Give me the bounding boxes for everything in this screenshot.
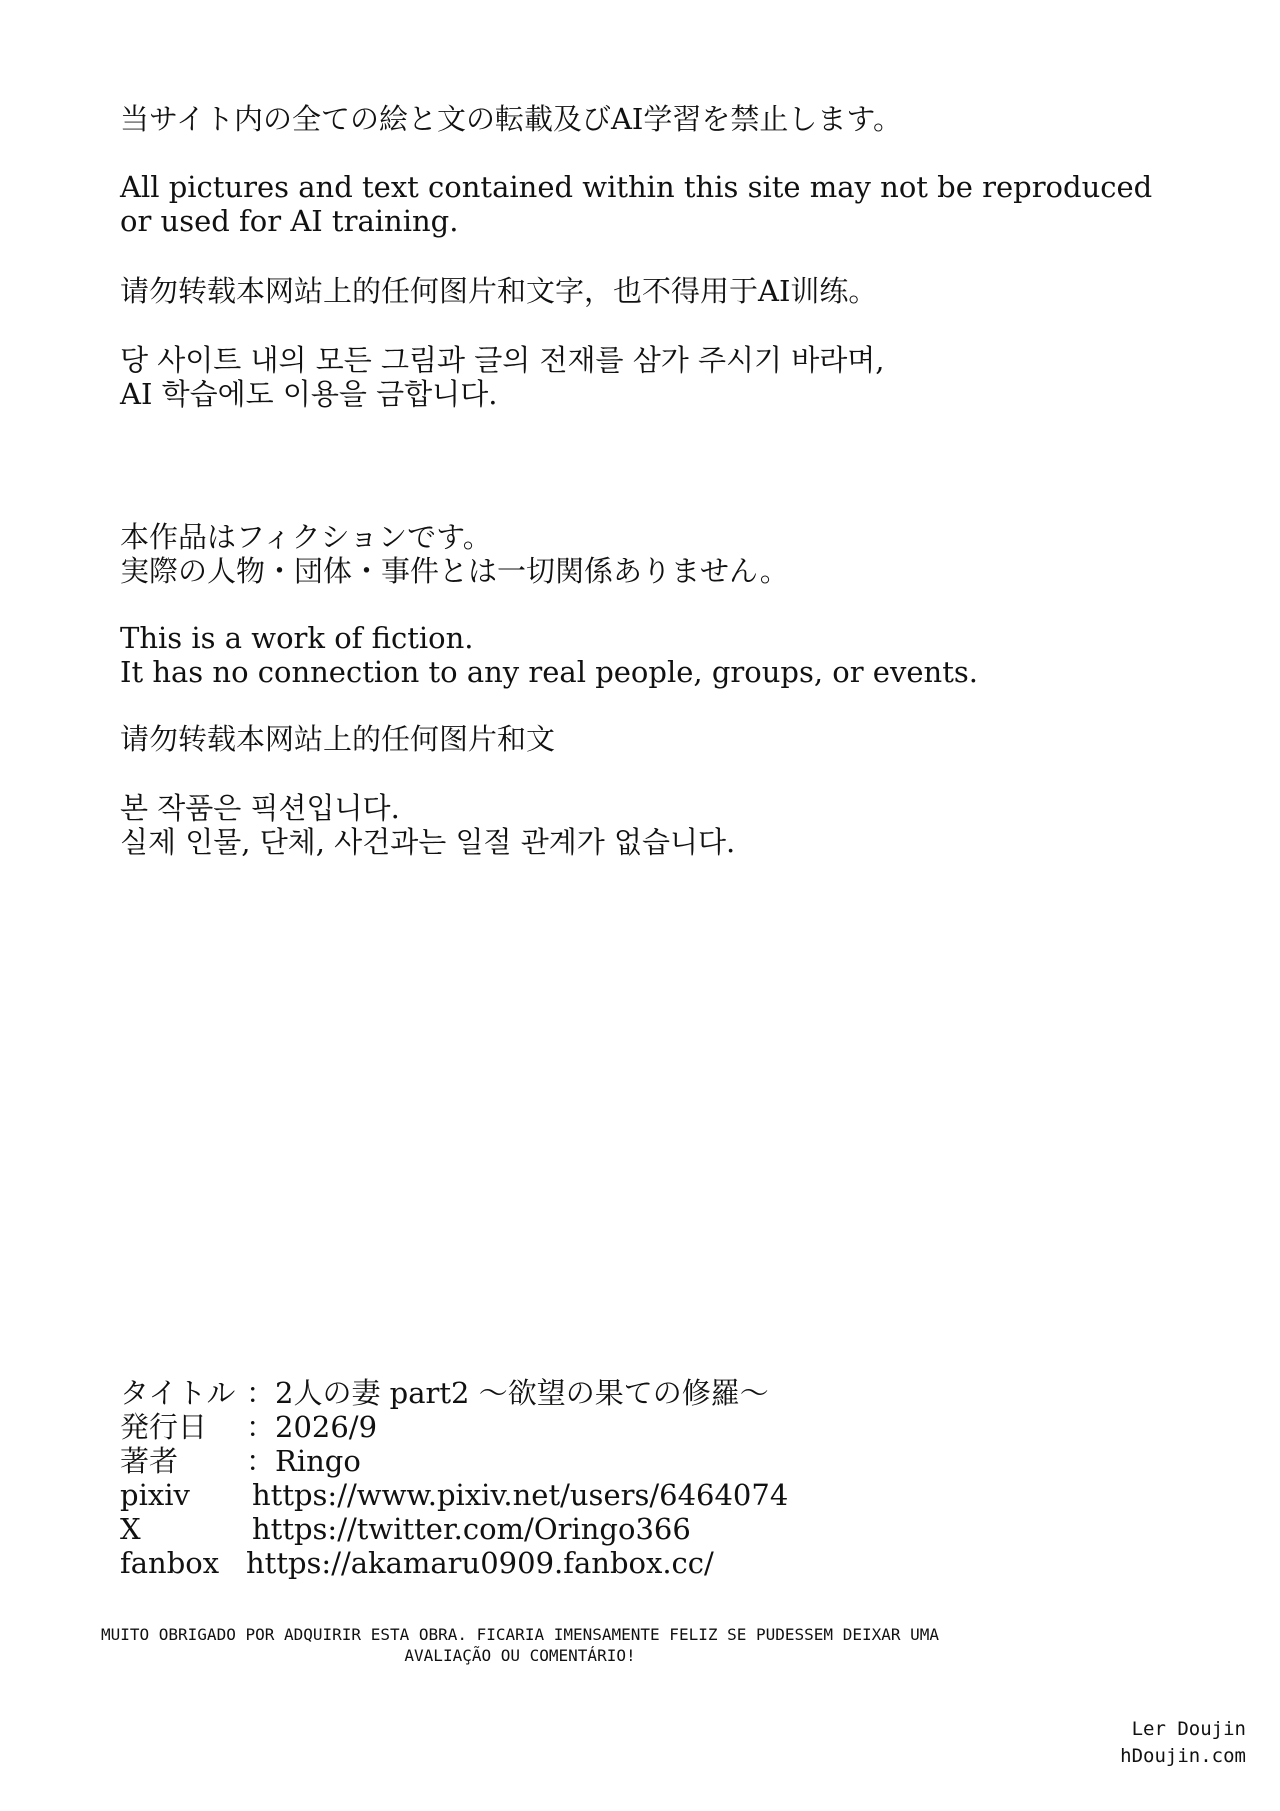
ai-notice-chinese bbox=[120, 274, 1160, 308]
fiction-notice-japanese-line-1: 本作品はフィクションです。 bbox=[120, 520, 492, 554]
colophon-date-value: ：2026/9 bbox=[246, 1410, 378, 1444]
fiction-notice-english bbox=[120, 621, 1160, 689]
thank-you-note-line-1: MUITO OBRIGADO POR ADQUIRIR ESTA OBRA. FICARIA IMENSAMENTE FELIZ SE PUDESSEM DEIXAR UMA bbox=[100, 1625, 940, 1644]
fiction-notice-japanese-line-2: 実際の人物・団体・事件とは一切関係ありません。 bbox=[120, 554, 789, 588]
fiction-notice-korean bbox=[120, 791, 1160, 859]
ai-notice-japanese bbox=[120, 102, 1160, 136]
fiction-notice-korean-line-1: 본 작품은 픽션입니다. bbox=[120, 791, 400, 825]
thank-you-note bbox=[40, 1624, 1000, 1666]
colophon bbox=[120, 1376, 788, 1580]
fiction-notice-english-line-2: It has no connection to any real people, groups, or events. bbox=[120, 655, 978, 689]
fiction-notice-japanese bbox=[120, 520, 1160, 588]
ai-notice-english bbox=[120, 170, 1160, 238]
colophon-author-label: 著者 bbox=[120, 1444, 179, 1478]
ai-notice-korean-line-1: 당 사이트 내의 모든 그림과 글의 전재를 삼가 주시기 바라며, bbox=[120, 343, 885, 377]
colophon-author-value: ：Ringo bbox=[246, 1444, 361, 1478]
colophon-title-value: ：2人の妻 part2 ～欲望の果ての修羅～ bbox=[246, 1376, 769, 1410]
fiction-notice-korean-line-2: 실제 인물, 단체, 사건과는 일절 관계가 없습니다. bbox=[120, 825, 736, 859]
colophon-pixiv-row bbox=[120, 1478, 788, 1512]
fiction-notice-chinese-line: 请勿转载本网站上的任何图片和文 bbox=[120, 722, 556, 756]
colophon-date-label: 発行日 bbox=[120, 1410, 208, 1444]
ai-notice-japanese-line: 当サイト内の全ての絵と文の転載及びAI学習を禁止します。 bbox=[120, 102, 903, 136]
colophon-title-label: タイトル bbox=[120, 1376, 236, 1410]
ai-notice-english-line-1: All pictures and text contained within this site may not be reproduced bbox=[120, 170, 1153, 204]
colophon-date-row bbox=[120, 1410, 788, 1444]
colophon-fanbox-row bbox=[120, 1546, 788, 1580]
colophon-fanbox-link[interactable]: https://akamaru0909.fanbox.cc/ bbox=[246, 1546, 714, 1580]
colophon-author-row bbox=[120, 1444, 788, 1478]
watermark-line-2: hDoujin.com bbox=[1120, 1745, 1246, 1767]
ai-notice-korean-line-2: AI 학습에도 이용을 금합니다. bbox=[120, 377, 498, 411]
ai-notice-korean bbox=[120, 343, 1160, 411]
colophon-fanbox-label: fanbox bbox=[120, 1546, 220, 1580]
colophon-title-row bbox=[120, 1376, 788, 1410]
thank-you-note-line-2: AVALIAÇÃO OU COMENTÁRIO! bbox=[404, 1646, 636, 1665]
site-watermark bbox=[1120, 1716, 1246, 1770]
fiction-notice-chinese bbox=[120, 722, 1160, 756]
colophon-x-link[interactable]: https://twitter.com/Oringo366 bbox=[252, 1512, 691, 1546]
ai-notice-chinese-line: 请勿转载本网站上的任何图片和文字，也不得用于AI训练。 bbox=[120, 274, 878, 308]
fiction-notice-english-line-1: This is a work of fiction. bbox=[120, 621, 474, 655]
colophon-pixiv-link[interactable]: https://www.pixiv.net/users/6464074 bbox=[252, 1478, 789, 1512]
watermark-line-1: Ler Doujin bbox=[1131, 1718, 1246, 1740]
ai-notice-english-line-2: or used for AI training. bbox=[120, 204, 459, 238]
colophon-pixiv-label: pixiv bbox=[120, 1478, 190, 1512]
colophon-x-label: X bbox=[120, 1512, 141, 1546]
colophon-x-row bbox=[120, 1512, 788, 1546]
